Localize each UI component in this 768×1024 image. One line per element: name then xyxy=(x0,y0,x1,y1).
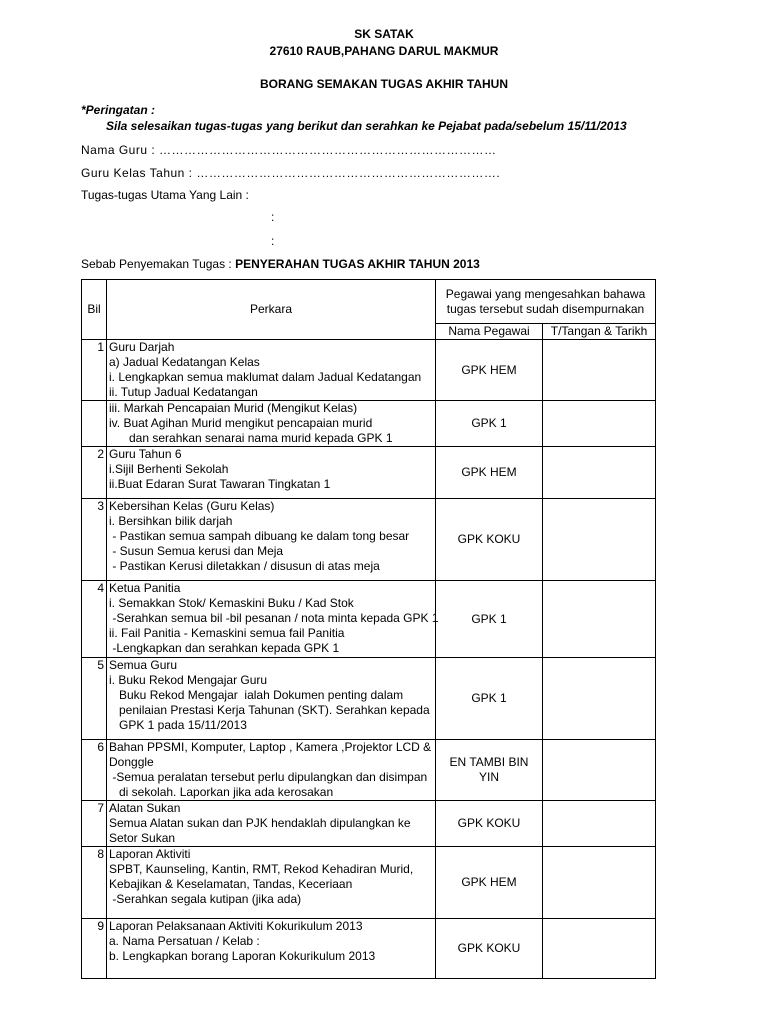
row-number: 1 xyxy=(82,340,107,401)
guru-kelas-field: Guru Kelas Tahun : ………………………………………………………………. xyxy=(81,166,501,180)
row-perkara: Ketua Panitia i. Semakkan Stok/ Kemaskini Buku / Kad Stok -Serahkan semua bil -bil pesanan / nota minta kepada GPK 1 ii. Fail Panitia - Kemaskini semua fail Panitia -Lengkapkan dan serahkan kepada GPK 1 xyxy=(107,581,436,658)
table-row xyxy=(82,581,656,658)
row-perkara: Bahan PPSMI, Komputer, Laptop , Kamera ,Projektor LCD & Donggle -Semua peralatan tersebut perlu dipulangkan dan disimpan di sekolah. Laporkan jika ada kerosakan xyxy=(107,740,436,801)
table-row xyxy=(82,658,656,740)
school-name: SK SATAK xyxy=(354,27,414,41)
row-tandatangan xyxy=(543,499,656,581)
row-number: 3 xyxy=(82,499,107,581)
table-row xyxy=(82,919,656,979)
tugas-colon-1: : xyxy=(271,210,275,224)
row-nama-pegawai: GPK 1 xyxy=(436,658,543,740)
row-nama-pegawai: GPK 1 xyxy=(436,401,543,447)
row-nama-pegawai: GPK HEM xyxy=(436,847,543,919)
sebab-row xyxy=(81,257,480,271)
row-tandatangan xyxy=(543,401,656,447)
table-row xyxy=(82,740,656,801)
row-perkara: Laporan Aktiviti SPBT, Kaunseling, Kantin, RMT, Rekod Kehadiran Murid, Kebajikan & Keselamatan, Tandas, Keceriaan -Serahkan segala kutipan (jika ada) xyxy=(107,847,436,919)
notice-label: *Peringatan : xyxy=(81,103,156,117)
row-tandatangan xyxy=(543,919,656,979)
notice-text: Sila selesaikan tugas-tugas yang berikut dan serahkan ke Pejabat pada/sebelum 15/11/2013 xyxy=(106,119,627,133)
row-tandatangan xyxy=(543,658,656,740)
row-nama-pegawai: EN TAMBI BIN YIN xyxy=(436,740,543,801)
school-address: 27610 RAUB,PAHANG DARUL MAKMUR xyxy=(269,44,499,58)
row-tandatangan xyxy=(543,447,656,499)
row-tandatangan xyxy=(543,801,656,847)
row-perkara: Kebersihan Kelas (Guru Kelas) i. Bersihkan bilik darjah - Pastikan semua sampah dibuang ke dalam tong besar - Susun Semua kerusi dan Meja - Pastikan Kerusi diletakkan / disusun di atas meja xyxy=(107,499,436,581)
row-number xyxy=(82,401,107,447)
row-nama-pegawai: GPK HEM xyxy=(436,340,543,401)
table-row xyxy=(82,340,656,401)
table-row xyxy=(82,401,656,447)
row-number: 2 xyxy=(82,447,107,499)
row-nama-pegawai: GPK HEM xyxy=(436,447,543,499)
row-tandatangan xyxy=(543,847,656,919)
row-nama-pegawai: GPK KOKU xyxy=(436,801,543,847)
row-nama-pegawai: GPK KOKU xyxy=(436,919,543,979)
row-perkara: iii. Markah Pencapaian Murid (Mengikut Kelas) iv. Buat Agihan Murid mengikut pencapaian murid dan serahkan senarai nama murid kepada GPK 1 xyxy=(107,401,436,447)
row-perkara: Alatan Sukan Semua Alatan sukan dan PJK hendaklah dipulangkan ke Setor Sukan xyxy=(107,801,436,847)
form-title: BORANG SEMAKAN TUGAS AKHIR TAHUN xyxy=(260,77,508,91)
sebab-label: Sebab Penyemakan Tugas : xyxy=(81,257,232,271)
row-perkara: Guru Tahun 6 i.Sijil Berhenti Sekolah ii.Buat Edaran Surat Tawaran Tingkatan 1 xyxy=(107,447,436,499)
table-row xyxy=(82,447,656,499)
row-number: 9 xyxy=(82,919,107,979)
task-table xyxy=(81,279,656,979)
table-row xyxy=(82,801,656,847)
header-tandatangan: T/Tangan & Tarikh xyxy=(543,324,656,340)
header-pegawai: Pegawai yang mengesahkan bahawa tugas tersebut sudah disempurnakan xyxy=(436,280,656,324)
nama-guru-field: Nama Guru : ……………………………………………………………………… xyxy=(81,143,497,157)
header-perkara: Perkara xyxy=(107,280,436,340)
row-number: 5 xyxy=(82,658,107,740)
header-bil: Bil xyxy=(82,280,107,340)
row-tandatangan xyxy=(543,740,656,801)
row-number: 6 xyxy=(82,740,107,801)
row-perkara: Semua Guru i. Buku Rekod Mengajar Guru Buku Rekod Mengajar ialah Dokumen penting dalam penilaian Prestasi Kerja Tahunan (SKT). Serahkan kepada GPK 1 pada 15/11/2013 xyxy=(107,658,436,740)
row-tandatangan xyxy=(543,340,656,401)
row-tandatangan xyxy=(543,581,656,658)
tugas-colon-2: : xyxy=(271,234,275,248)
sebab-value: PENYERAHAN TUGAS AKHIR TAHUN 2013 xyxy=(235,257,480,271)
row-nama-pegawai: GPK KOKU xyxy=(436,499,543,581)
table-row xyxy=(82,847,656,919)
row-number: 7 xyxy=(82,801,107,847)
table-row xyxy=(82,499,656,581)
row-nama-pegawai: GPK 1 xyxy=(436,581,543,658)
row-perkara: Guru Darjah a) Jadual Kedatangan Kelas i. Lengkapkan semua maklumat dalam Jadual Kedatangan ii. Tutup Jadual Kedatangan xyxy=(107,340,436,401)
row-number: 8 xyxy=(82,847,107,919)
row-number: 4 xyxy=(82,581,107,658)
row-perkara: Laporan Pelaksanaan Aktiviti Kokurikulum 2013 a. Nama Persatuan / Kelab : b. Lengkapkan borang Laporan Kokurikulum 2013 xyxy=(107,919,436,979)
header-nama-pegawai: Nama Pegawai xyxy=(436,324,543,340)
tugas-label: Tugas-tugas Utama Yang Lain : xyxy=(81,188,249,202)
